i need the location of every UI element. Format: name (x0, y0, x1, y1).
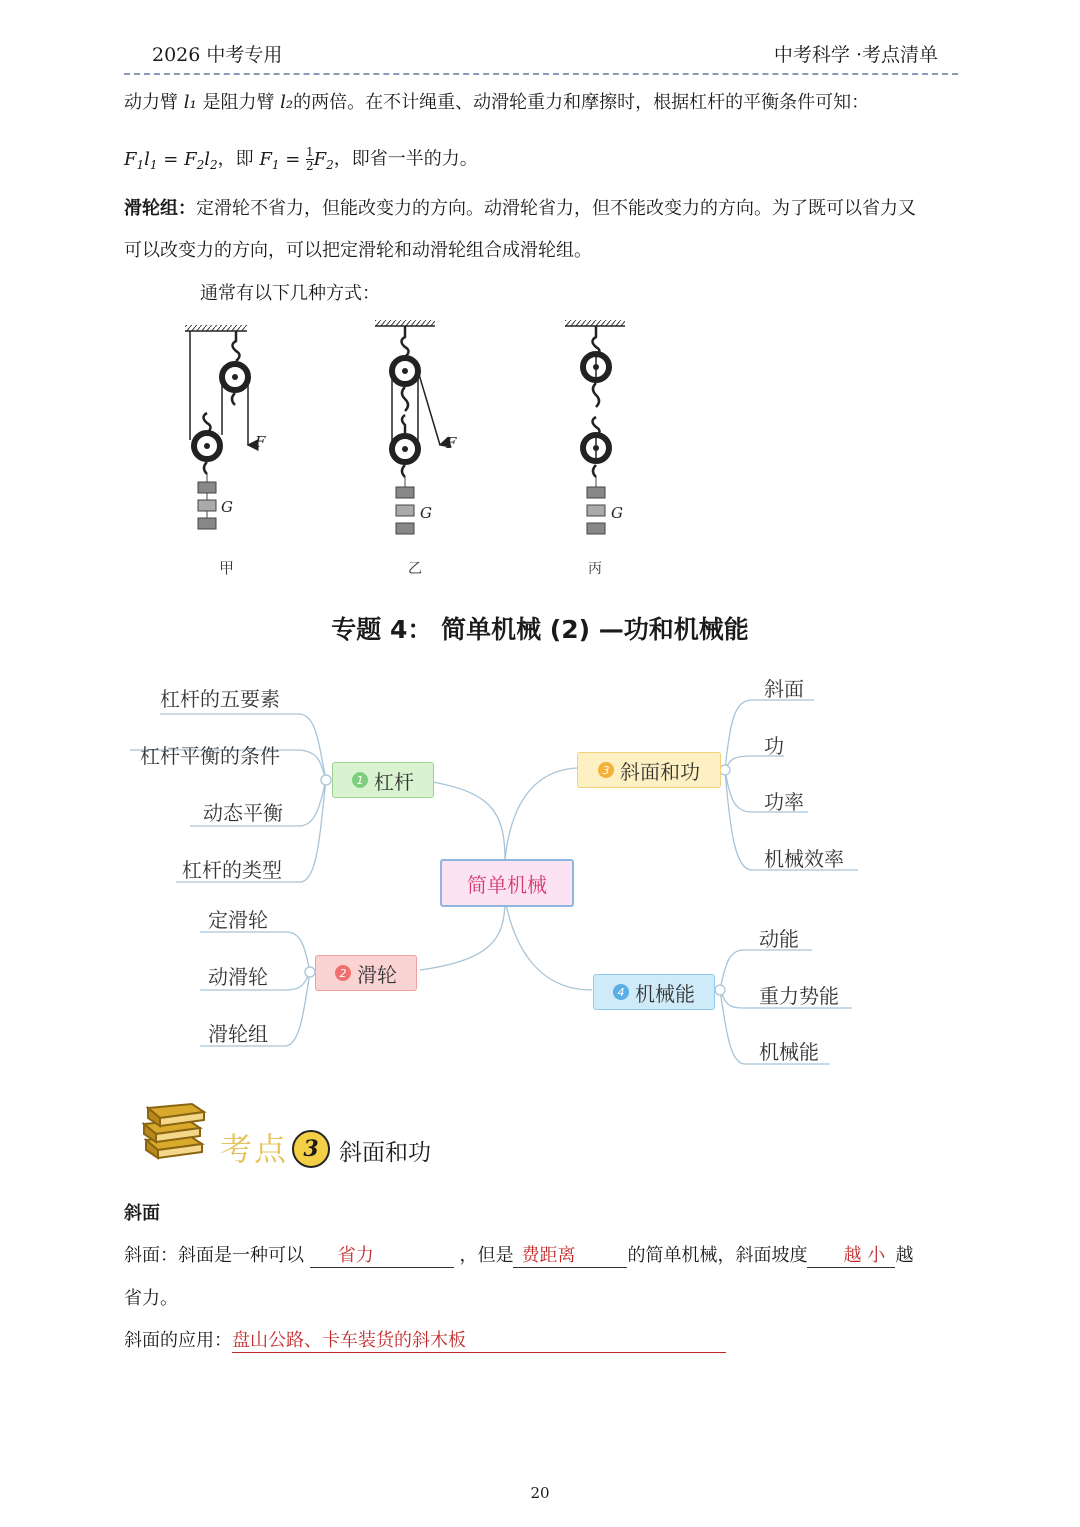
branch-label-pulley: 滑轮 (357, 962, 397, 987)
force-label: F (446, 434, 457, 452)
mindmap-leaf-pulley-group: 滑轮组 (208, 1022, 268, 1046)
header-right: 中考科学 ·考点清单 (773, 44, 938, 66)
branch-badge-1: 1 (352, 772, 368, 788)
caption-yi: 乙 (408, 561, 422, 577)
page-number: 20 (530, 1484, 550, 1502)
pulley-group-label: 滑轮组： (124, 198, 196, 219)
pulley-figures (150, 315, 670, 585)
incline-sentence-1-cont: 省力。 (124, 1288, 178, 1309)
answer-save-force: 省力 (337, 1245, 374, 1266)
mindmap-leaf-efficiency: 机械效率 (764, 847, 844, 871)
mindmap-leaf-lever-elements: 杠杆的五要素 (160, 687, 280, 711)
branch-label-incline-work: 斜面和功 (620, 759, 700, 784)
kaodian-number: 3 (303, 1136, 319, 1162)
incline-s1-a: 斜面：斜面是一种可以 (124, 1245, 304, 1266)
incline-s1-b: ，但是 (459, 1245, 514, 1266)
weight-label: G (221, 498, 233, 516)
caption-jia: 甲 (219, 559, 235, 577)
mindmap-branch-lever (332, 762, 434, 798)
header-divider (124, 73, 958, 75)
answer-application: 盘山公路、卡车装货的斜木板 (232, 1330, 466, 1351)
mindmap-leaf-work: 功 (764, 734, 784, 758)
branch-label-mech-energy: 机械能 (635, 981, 695, 1006)
header-left: 2026 中考专用 (152, 44, 283, 66)
answer-blank-application (232, 1330, 726, 1353)
incline-application (124, 1330, 726, 1353)
kaodian-number-badge (292, 1130, 330, 1168)
mindmap-leaf-lever-types: 杠杆的类型 (182, 858, 282, 882)
pulley-group-line1 (124, 198, 916, 220)
formula-conclusion: ，即省一半的力。 (333, 148, 478, 170)
mindmap-branch-incline-work (577, 752, 721, 788)
mindmap-leaf-mechanical-energy: 机械能 (759, 1040, 819, 1064)
pulley-figure-yi (375, 320, 457, 577)
branch-badge-4: 4 (613, 984, 629, 1000)
branch-label-lever: 杠杆 (374, 769, 414, 794)
answer-cost-distance: 费距离 (521, 1245, 576, 1266)
branch-badge-2: 2 (335, 965, 351, 981)
weight-label: G (611, 504, 623, 522)
formula-line (124, 146, 478, 176)
branch-badge-3: 3 (598, 762, 614, 778)
l2-symbol: l₂ (280, 92, 294, 113)
incline-application-label: 斜面的应用： (124, 1330, 232, 1351)
mindmap-center-node (440, 859, 574, 907)
mindmap-leaf-kinetic-energy: 动能 (759, 927, 799, 951)
mindmap-leaf-potential-energy: 重力势能 (759, 984, 839, 1008)
l1-symbol: l₁ (183, 92, 197, 113)
incline-sentence-1 (124, 1245, 913, 1268)
formula-connector: ，即 (217, 148, 254, 170)
mindmap-branch-pulley (315, 955, 417, 991)
weight-label: G (420, 504, 432, 522)
caption-bing: 丙 (588, 561, 602, 577)
force-label: F (255, 433, 266, 451)
mindmap-leaf-power: 功率 (764, 790, 804, 814)
para1-text-a: 动力臂 (124, 92, 184, 113)
answer-smaller: 越 小 (843, 1245, 886, 1266)
answer-blank-3 (807, 1245, 895, 1268)
pulley-figure-jia (185, 325, 266, 577)
section-title: 专题 4： 简单机械 (2) —功和机械能 (331, 615, 749, 644)
incline-s1-d: 越 (895, 1245, 914, 1266)
pulley-figure-bing (565, 320, 625, 577)
mindmap-branch-mech-energy (593, 974, 715, 1010)
incline-heading: 斜面 (124, 1203, 160, 1224)
formula-lhs: $F_1l_1 = F_2l_2$ (124, 148, 218, 172)
mindmap-leaf-lever-balance: 杠杆平衡的条件 (140, 744, 280, 768)
mindmap-leaf-fixed-pulley: 定滑轮 (208, 908, 268, 932)
pulley-group-line2: 可以改变力的方向，可以把定滑轮和动滑轮组合成滑轮组。 (124, 240, 592, 261)
pulley-group-intro: 通常有以下几种方式： (200, 283, 380, 304)
mindmap-leaf-dynamic-balance: 动态平衡 (203, 801, 283, 825)
kaodian-title: 斜面和功 (339, 1140, 431, 1166)
para1-text-c: 的两倍。在不计绳重、动滑轮重力和摩擦时，根据杠杆的平衡条件可知： (293, 92, 870, 113)
kaodian-word: 考点 (220, 1130, 289, 1168)
paragraph-lever-arm (124, 92, 869, 114)
fraction-half: $\frac{1}{2}$ (306, 145, 314, 173)
answer-blank-2 (513, 1245, 627, 1268)
books-icon (140, 1100, 210, 1162)
formula-rhs: $F_1$ = $\frac{1}{2}$ $F_2$ (259, 145, 334, 173)
mindmap-center-label: 简单机械 (467, 872, 547, 897)
mindmap-leaf-incline: 斜面 (764, 677, 804, 701)
incline-s1-c: 的简单机械，斜面坡度 (627, 1245, 808, 1266)
mindmap-leaf-movable-pulley: 动滑轮 (208, 965, 268, 989)
answer-blank-1 (310, 1245, 454, 1268)
para1-text-b: 是阻力臂 (196, 92, 281, 113)
pulley-group-text1: 定滑轮不省力，但能改变力的方向。动滑轮省力，但不能改变力的方向。为了既可以省力又 (196, 198, 916, 219)
